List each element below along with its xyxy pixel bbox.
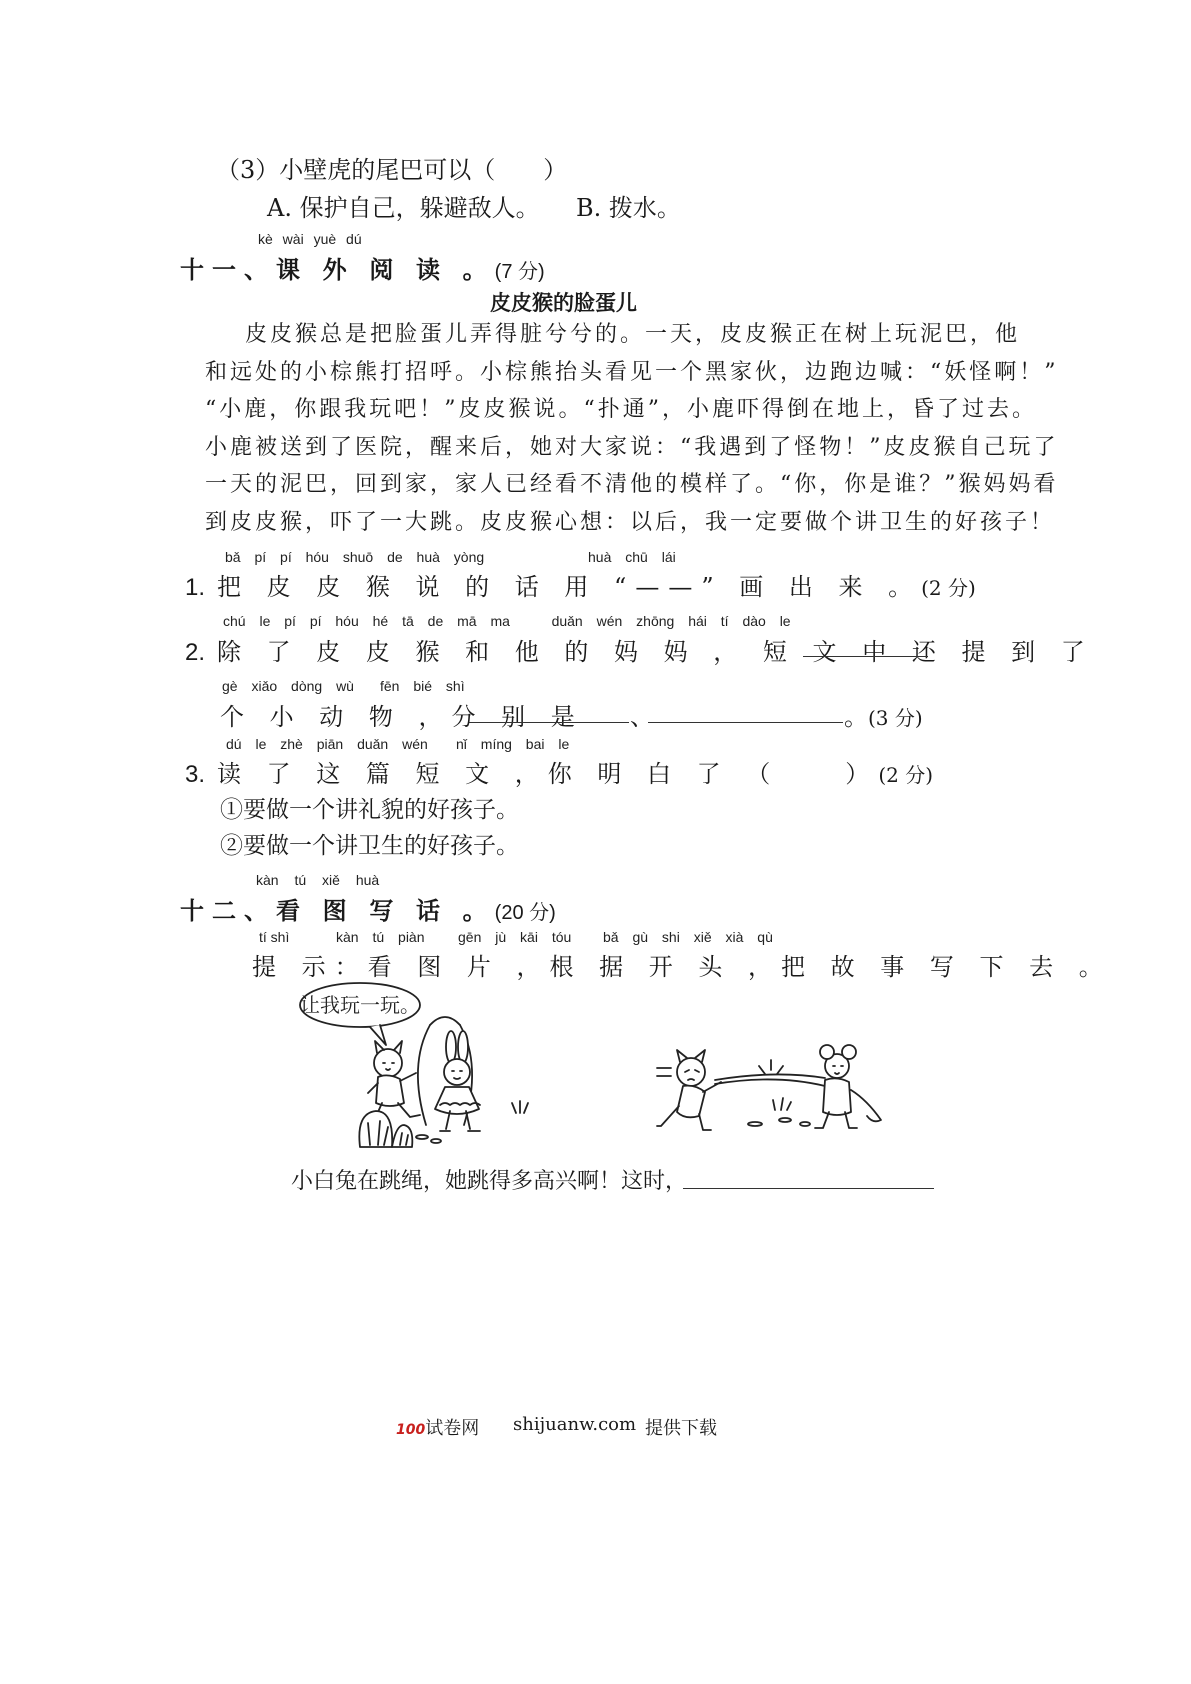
footer-logo [396, 1414, 479, 1440]
question-2-pinyin-line2-b: fēn bié shì [380, 678, 465, 694]
question-3b [185, 754, 933, 789]
question-2-line2: 个 小 动 物 ，分 别 是 [220, 703, 584, 731]
question-2-number: 2. [185, 639, 206, 666]
story-line: 小鹿被送到了医院，醒来后，她对大家说：“我遇到了怪物！”皮皮猴自己玩了 [205, 434, 1059, 460]
story-line: “小鹿，你跟我玩吧！”皮皮猴说。“扑通”，小鹿吓得倒在地上，昏了过去。 [205, 397, 1037, 422]
question-1-number: 1. [185, 574, 206, 601]
question-3-option-b: B. 拨水。 [576, 194, 681, 222]
question-1 [185, 567, 976, 602]
story-line: 一天的泥巴，回到家，家人已经看不清他的模样了。“你，你是谁？”猴妈妈看 [205, 472, 1059, 497]
section-12-points: (20 分) [494, 902, 556, 924]
story-line: 到皮皮猴，吓了一大跳。皮皮猴心想：以后，我一定要做个讲卫生的好孩子！ [205, 509, 1056, 535]
question-3b-pinyin-a: dú le zhè piān duǎn wén [226, 736, 428, 752]
question-1-pinyin-a: bǎ pí pí hóu shuō de huà yòng [225, 549, 485, 565]
question-3-option-a: A. 保护自己，躲避敌人。 [267, 194, 540, 222]
hint-pinyin-b: kàn tú piàn [336, 929, 425, 945]
story-title: 皮皮猴的脸蛋儿 [490, 292, 637, 315]
question-1-points: (2 分) [921, 576, 976, 600]
question-2 [185, 632, 1094, 667]
hint-pinyin-c: gēn jù kāi tóu [458, 929, 572, 945]
question-3b-number: 3. [185, 761, 206, 788]
footer-site: shijuanw.com [513, 1414, 637, 1435]
question-1-pinyin-b: huà chū lái [588, 549, 676, 565]
question-3b-pinyin-b: nǐ míng bai le [456, 736, 570, 752]
speech-bubble-text: 让我玩一玩。 [300, 993, 420, 1017]
illustration-jump-rope [290, 975, 550, 1160]
hint-pinyin-d: bǎ gù shi xiě xià qù [603, 929, 773, 945]
answer-blank-story[interactable] [683, 1166, 934, 1189]
question-2-points: (3 分) [868, 706, 923, 730]
question-3b-text: 读 了 这 篇 短 文 ，你 明 白 了 （ ） [217, 760, 879, 788]
story-line: 皮皮猴总是把脸蛋儿弄得脏兮兮的。一天，皮皮猴正在树上玩泥巴，他 [245, 322, 1021, 347]
answer-blank-animal-2[interactable] [648, 700, 843, 723]
question-3b-option-2: ②要做一个讲卫生的好孩子。 [220, 833, 519, 859]
question-1-text: 把 皮 皮 猴 说 的 话 用 “——” 画 出 来 。 [217, 573, 922, 601]
section-11-points: (7 分) [494, 261, 545, 283]
answer-blank-count[interactable] [803, 634, 928, 657]
section-11-pinyin: kè wài yuè dú [258, 231, 362, 247]
question-3b-option-1: ①要做一个讲礼貌的好孩子。 [220, 797, 519, 823]
section-11-heading [180, 250, 545, 285]
section-12-title: 十二、看 图 写 话 。 [180, 898, 495, 925]
question-2-text: 除 了 皮 皮 猴 和 他 的 妈 妈 ， 短 文 中 还 提 到 了 [217, 638, 1094, 666]
writing-hint: 提 示：看 图 片 ，根 据 开 头 ，把 故 事 写 下 去 。 [252, 953, 1112, 981]
question-3b-points: (2 分) [878, 763, 933, 787]
hint-pinyin-a: tí shì [259, 929, 290, 945]
footer-provide: 提供下载 [645, 1418, 717, 1439]
logo-100: 100 [396, 1422, 426, 1438]
story-start: 小白兔在跳绳，她跳得多高兴啊！这时， [291, 1169, 688, 1194]
illustration-tug-of-war [655, 1040, 890, 1140]
question-2-pinyin: chú le pí pí hóu hé tā de mā ma duǎn wén zhōng hái tí dào le [223, 613, 791, 629]
section-11-title: 十一、课 外 阅 读 。 [180, 257, 495, 284]
story-paragraph [205, 316, 1059, 541]
question-2-pinyin-line2-a: gè xiǎo dòng wù [222, 678, 354, 694]
answer-blank-animal-1[interactable] [469, 700, 629, 723]
section-12-pinyin: kàn tú xiě huà [256, 872, 380, 888]
question-3-prompt: （3）小壁虎的尾巴可以（ ） [216, 156, 568, 184]
question-2-end [844, 697, 923, 732]
story-line: 和远处的小棕熊打招呼。小棕熊抬头看见一个黑家伙，边跑边喊：“妖怪啊！” [205, 359, 1059, 385]
section-12-heading [180, 891, 556, 926]
logo-text: 试卷网 [425, 1418, 480, 1439]
question-2-end-mark: 。 [844, 703, 868, 731]
question-2-separator: 、 [630, 703, 654, 731]
